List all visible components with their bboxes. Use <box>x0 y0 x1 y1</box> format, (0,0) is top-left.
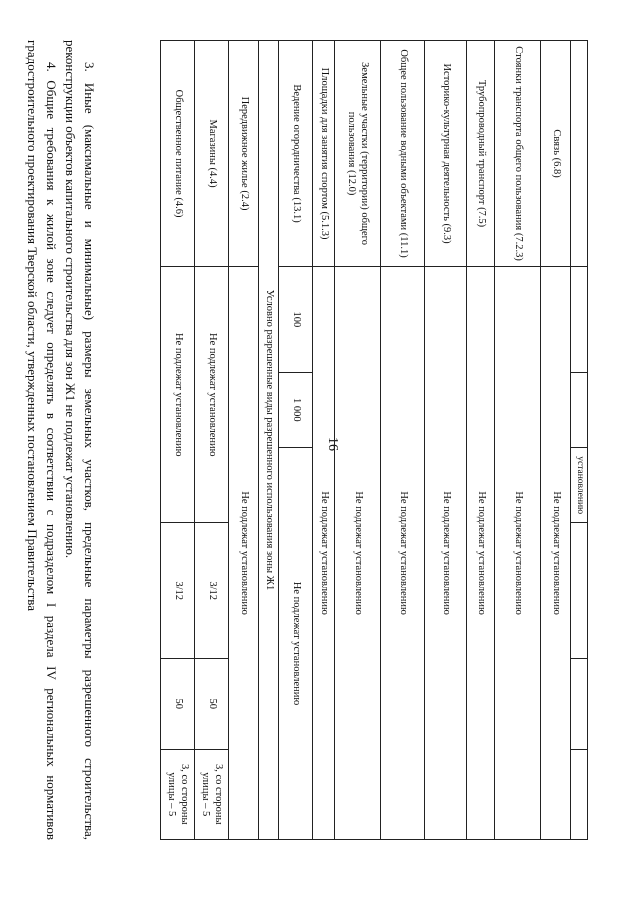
table-cell <box>571 523 588 659</box>
page-number: 16 <box>325 437 340 451</box>
use-type-cell: Общее пользование водными объектами (11.1) <box>381 41 425 267</box>
use-type-cell: Магазины (4.4) <box>195 41 229 267</box>
body-text <box>23 40 98 840</box>
use-type-cell: Стоянки транспорта общего пользования (7.2.3) <box>495 41 541 267</box>
use-type-cell: Ведение огородничества (13.1) <box>279 41 313 267</box>
paragraph-4: 4. Общие требования к жилой зоне следует определять в соответствии с подразделом I раздела IV региональных нормативов градостроительного проектирования Тверской области, утвержденных постановлением Правительства <box>25 40 60 840</box>
section-title-row <box>259 41 279 840</box>
value-cell: Не подлежат установлению <box>425 267 467 840</box>
value-cell: Не подлежат установлению <box>467 267 495 840</box>
table-row <box>541 41 571 840</box>
use-type-cell: Трубопроводный транспорт (7.5) <box>467 41 495 267</box>
table-cell <box>571 749 588 840</box>
min-area-cell: 100 <box>279 267 313 373</box>
setback-cell: 3, со стороны улицы – 5 <box>195 749 229 840</box>
use-type-cell: Историко-культурная деятельность (9.3) <box>425 41 467 267</box>
setback-cell: 3, со стороны улицы – 5 <box>161 749 195 840</box>
use-type-cell: Связь (6.8) <box>541 41 571 267</box>
table-row <box>229 41 259 840</box>
use-type-cell: Земельные участки (территории) общего пользования (12.0) <box>335 41 381 267</box>
percent-cell: 50 <box>161 659 195 749</box>
floors-cell: 3/12 <box>195 523 229 659</box>
table-row <box>335 41 381 840</box>
table-row <box>313 41 335 840</box>
value-cell: Не подлежат установлению <box>495 267 541 840</box>
table-cell <box>571 267 588 373</box>
table-cell: установлению <box>571 448 588 523</box>
area-cell: Не подлежат установлению <box>161 267 195 523</box>
value-cell: Не подлежат установлению <box>279 448 313 840</box>
table-cell <box>571 372 588 447</box>
rotated-content <box>25 40 588 890</box>
percent-cell: 50 <box>195 659 229 749</box>
table-cell <box>571 41 588 267</box>
table-row <box>425 41 467 840</box>
use-type-cell: Площадки для занятия спортом (5.1.3) <box>313 41 335 267</box>
value-cell: Не подлежат установлению <box>335 267 381 840</box>
max-area-cell: 1 000 <box>279 372 313 447</box>
table-row <box>195 41 229 840</box>
use-type-cell: Передвижное жилье (2.4) <box>229 41 259 267</box>
table-row <box>279 41 313 840</box>
paragraph-3: 3. Иные (максимальные и минимальные) размеры земельных участков, предельные параметры разрешенного строительства, реконструкции объектов капитального строительства для зон Ж1 не подлежат установлению. <box>63 40 97 840</box>
zone-parameters-table <box>160 40 588 840</box>
table-row <box>467 41 495 840</box>
table-row <box>571 41 588 840</box>
value-cell: Не подлежат установлению <box>541 267 571 840</box>
value-cell: Не подлежат установлению <box>229 267 259 840</box>
table-row <box>495 41 541 840</box>
table-row <box>381 41 425 840</box>
value-cell: Не подлежат установлению <box>313 267 335 840</box>
table-cell <box>571 659 588 749</box>
table-row <box>161 41 195 840</box>
floors-cell: 3/12 <box>161 523 195 659</box>
value-cell: Не подлежат установлению <box>381 267 425 840</box>
use-type-cell: Общественное питание (4.6) <box>161 41 195 267</box>
area-cell: Не подлежат установлению <box>195 267 229 523</box>
section-title: Условно разрешенные виды разрешенного использования зоны Ж1 <box>259 41 279 840</box>
